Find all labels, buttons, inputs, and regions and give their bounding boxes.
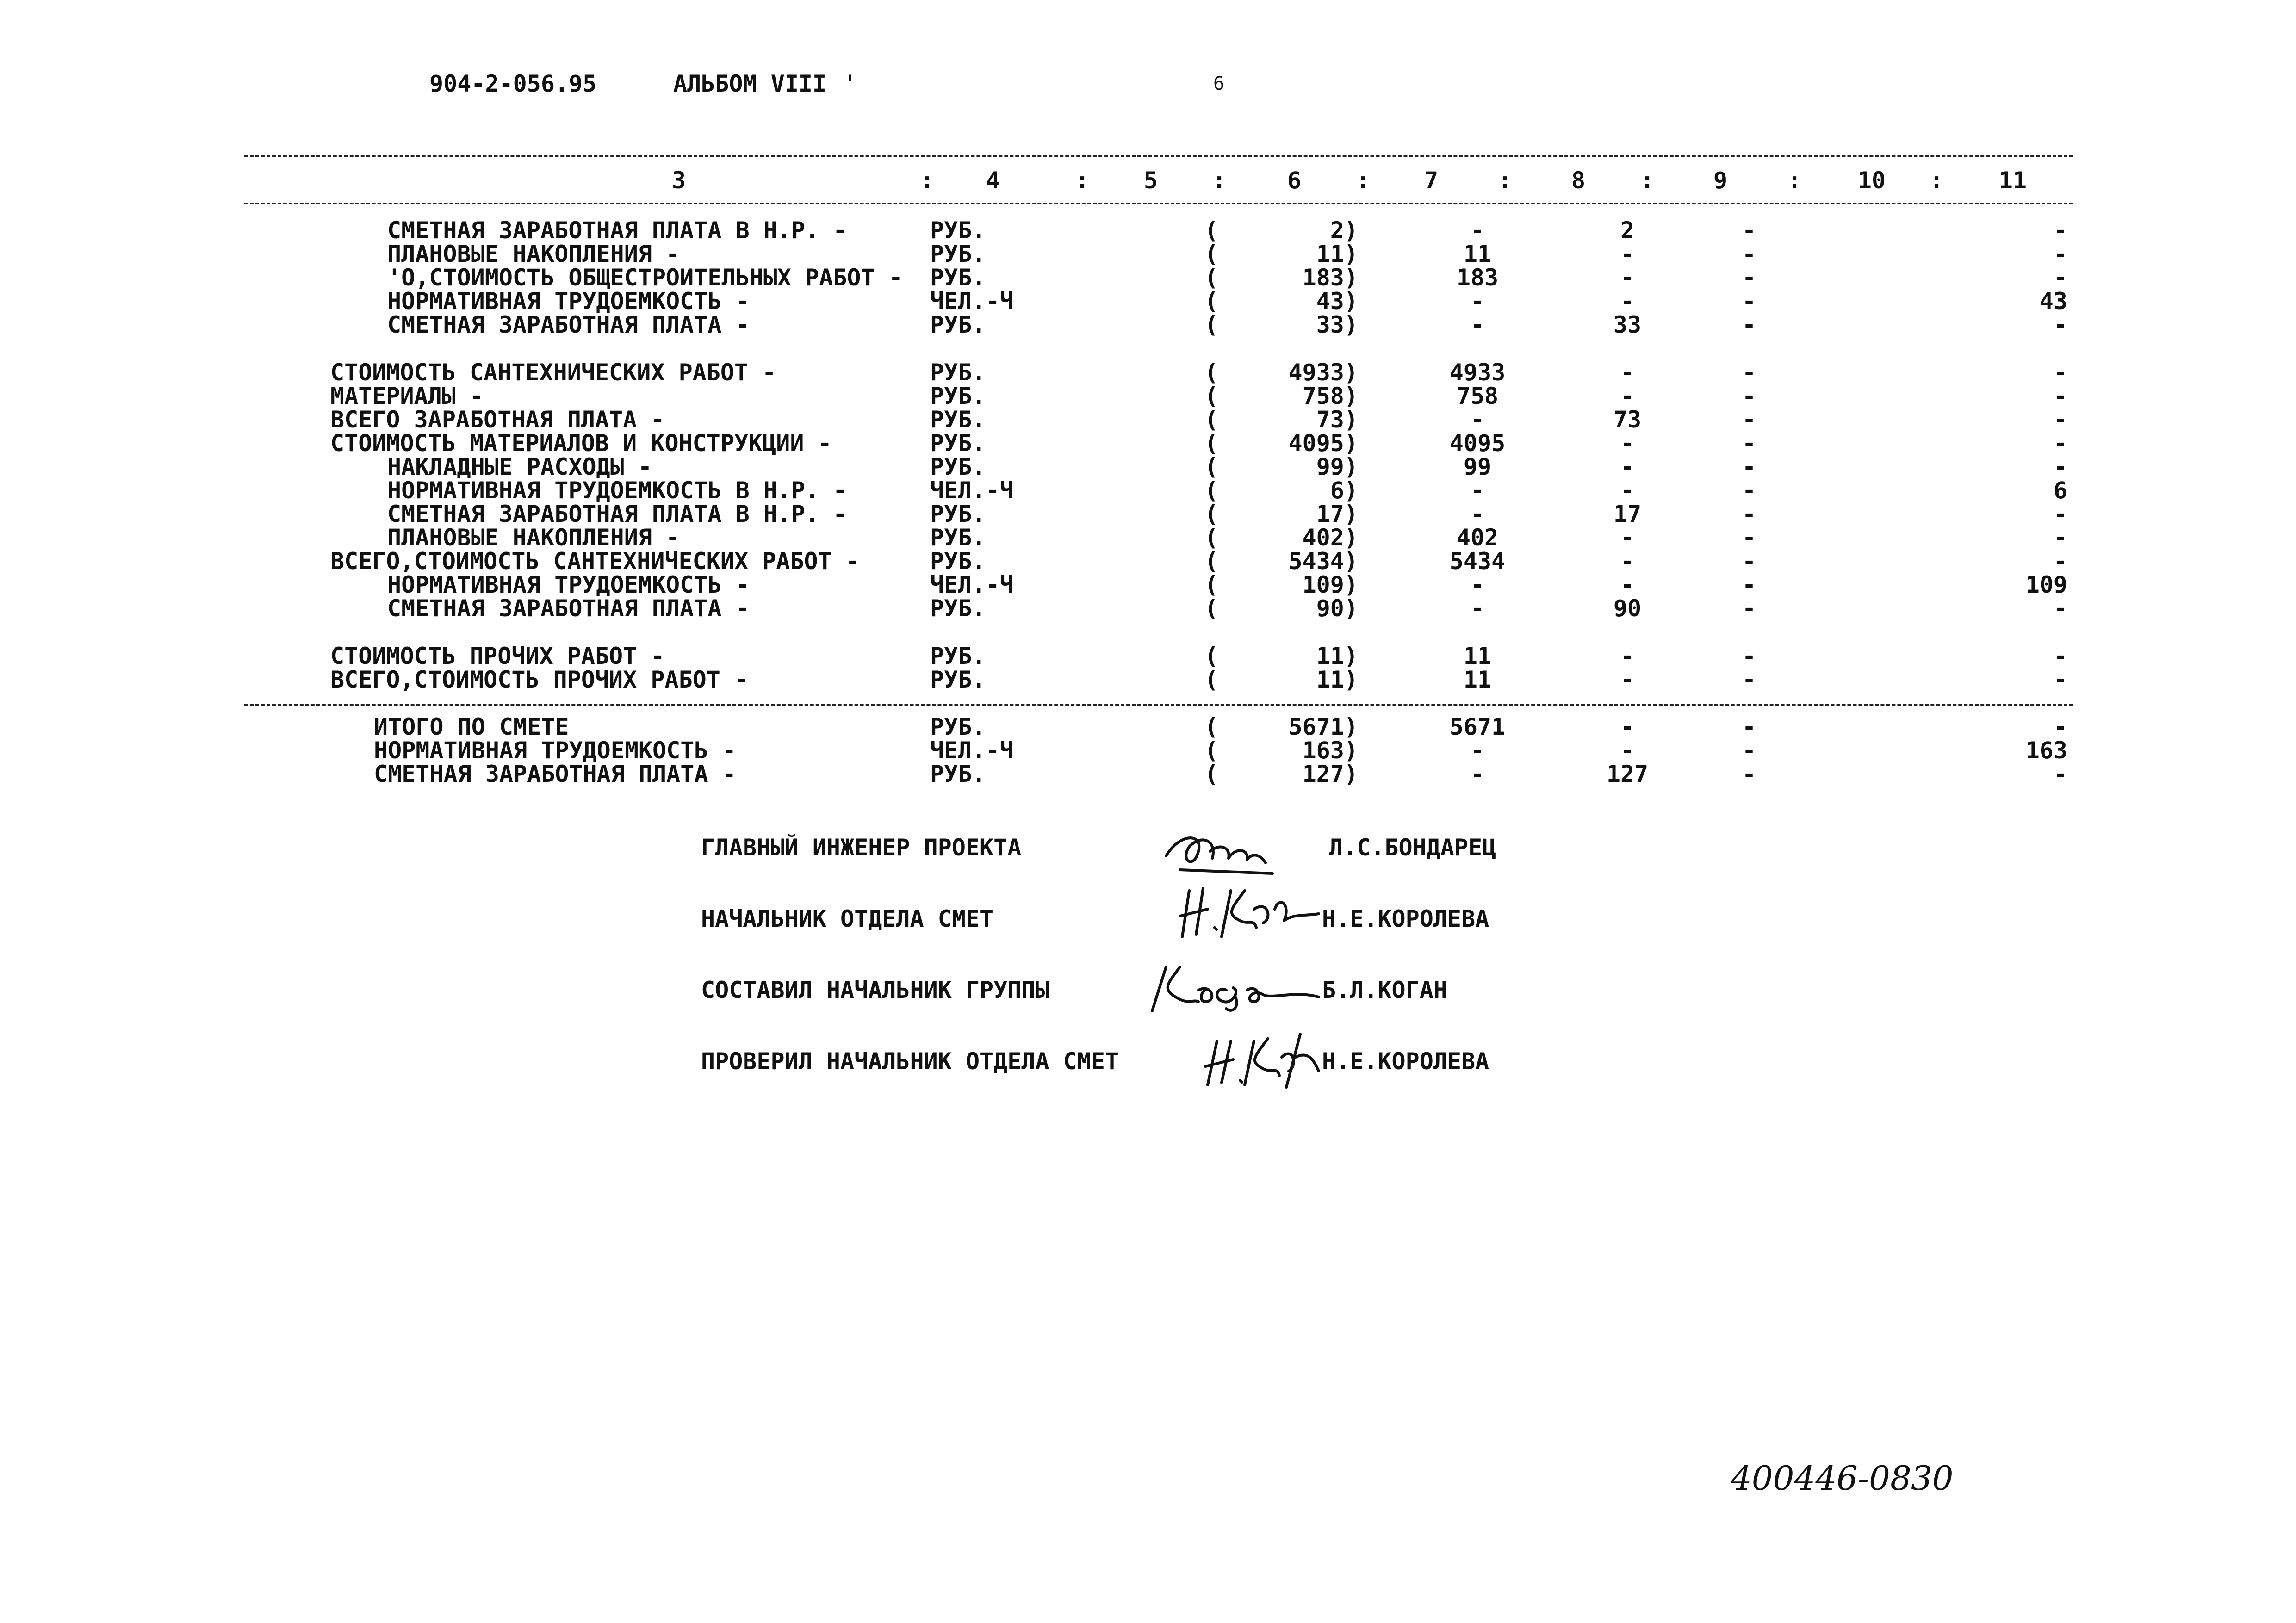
signature-koroleva-2	[1203, 1029, 1323, 1090]
value-cell-6: 73)	[1316, 406, 1358, 433]
value-cell-6: 127)	[1302, 761, 1358, 787]
value-cell-6: 183)	[1302, 264, 1358, 291]
value-cell-11: -	[2053, 524, 2067, 551]
paren-mark: (	[1204, 643, 1219, 669]
row-label: СМЕТНАЯ ЗАРАБОТНАЯ ПЛАТА -	[387, 311, 750, 338]
document-code: 904-2-056.95	[429, 70, 597, 97]
inventory-number: 400446-08	[1731, 1459, 1911, 1498]
value-cell-11: -	[2053, 241, 2067, 267]
column-header-9: 9	[1713, 167, 1728, 194]
paren-mark: (	[1204, 501, 1219, 527]
signature-kogan	[1148, 958, 1323, 1013]
value-cell-11: -	[2053, 643, 2067, 669]
paren-mark: (	[1204, 713, 1219, 740]
column-header-11: 11	[1998, 167, 2027, 194]
value-cell-6: 163)	[1302, 737, 1358, 764]
value-cell-11: -	[2053, 264, 2067, 291]
value-cell-6: 33)	[1316, 311, 1358, 338]
unit-cell: РУБ.	[930, 217, 986, 244]
value-cell-8: -	[1620, 264, 1635, 291]
column-separator: :	[1929, 167, 1944, 194]
value-cell-8: 33	[1613, 311, 1642, 338]
row-label: НОРМАТИВНАЯ ТРУДОЕМКОСТЬ -	[387, 571, 750, 598]
row-label: ИТОГО ПО СМЕТЕ	[374, 713, 569, 740]
unit-cell: РУБ.	[930, 501, 986, 527]
unit-cell: РУБ.	[930, 311, 986, 338]
paren-mark: (	[1204, 311, 1219, 338]
value-cell-11: -	[2053, 595, 2067, 622]
unit-cell: РУБ.	[930, 383, 986, 409]
value-cell-11: -	[2053, 217, 2067, 244]
value-cell-7: -	[1470, 571, 1485, 598]
value-cell-11: 109	[2025, 571, 2067, 598]
value-cell-7: -	[1470, 737, 1485, 764]
signatory-name: Л.С.БОНДАРЕЦ	[1329, 834, 1496, 861]
paren-mark: (	[1204, 217, 1219, 244]
column-header-4: 4	[986, 167, 1000, 194]
value-cell-11: -	[2053, 713, 2067, 740]
value-cell-8: -	[1620, 548, 1635, 575]
value-cell-7: 758	[1456, 383, 1499, 409]
page-number: 6	[1213, 73, 1225, 94]
value-cell-7: 402	[1456, 524, 1499, 551]
value-cell-11: -	[2053, 311, 2067, 338]
unit-cell: РУБ.	[930, 548, 986, 575]
paren-mark: (	[1204, 383, 1219, 409]
value-cell-9: -	[1742, 761, 1756, 787]
column-separator: :	[1497, 167, 1512, 194]
paren-mark: (	[1204, 241, 1219, 267]
value-cell-7: 5434	[1449, 548, 1506, 575]
value-cell-9: -	[1742, 217, 1756, 244]
value-cell-8: 127	[1606, 761, 1649, 787]
value-cell-8: 2	[1620, 217, 1635, 244]
paren-mark: (	[1204, 453, 1219, 480]
value-cell-9: -	[1742, 311, 1756, 338]
column-separator: :	[1212, 167, 1227, 194]
paren-mark: (	[1204, 595, 1219, 622]
value-cell-7: 11	[1463, 666, 1492, 693]
value-cell-6: 4933)	[1288, 359, 1358, 386]
unit-cell: РУБ.	[930, 453, 986, 480]
value-cell-9: -	[1742, 643, 1756, 669]
totals-rule	[244, 704, 2073, 706]
unit-cell: РУБ.	[930, 643, 986, 669]
column-header-6: 6	[1287, 167, 1302, 194]
signatory-name: Б.Л.КОГАН	[1322, 977, 1447, 1004]
sheet-number: 30	[1911, 1459, 1954, 1498]
value-cell-8: 90	[1613, 595, 1642, 622]
row-label: СМЕТНАЯ ЗАРАБОТНАЯ ПЛАТА В Н.Р. -	[387, 501, 847, 527]
value-cell-11: -	[2053, 666, 2067, 693]
paren-mark: (	[1204, 288, 1219, 315]
signature-title: СОСТАВИЛ НАЧАЛЬНИК ГРУППЫ	[701, 977, 1049, 1004]
paren-mark: (	[1204, 264, 1219, 291]
unit-cell: ЧЕЛ.-Ч	[930, 477, 1014, 504]
signature-koroleva-1	[1175, 877, 1328, 946]
unit-cell: РУБ.	[930, 241, 986, 267]
value-cell-7: -	[1470, 217, 1485, 244]
signature-bondarets	[1161, 824, 1282, 879]
value-cell-8: -	[1620, 666, 1635, 693]
value-cell-9: -	[1742, 241, 1756, 267]
value-cell-9: -	[1742, 713, 1756, 740]
album-title: АЛЬБОМ VIII	[673, 70, 827, 97]
value-cell-7: -	[1470, 288, 1485, 315]
column-separator: :	[1787, 167, 1802, 194]
value-cell-8: -	[1620, 453, 1635, 480]
value-cell-9: -	[1742, 383, 1756, 409]
value-cell-7: -	[1470, 406, 1485, 433]
unit-cell: РУБ.	[930, 761, 986, 787]
value-cell-7: -	[1470, 501, 1485, 527]
value-cell-9: -	[1742, 477, 1756, 504]
column-separator: :	[1356, 167, 1371, 194]
row-label: СМЕТНАЯ ЗАРАБОТНАЯ ПЛАТА В Н.Р. -	[387, 217, 847, 244]
value-cell-6: 90)	[1316, 595, 1358, 622]
signature-title: ПРОВЕРИЛ НАЧАЛЬНИК ОТДЕЛА СМЕТ	[701, 1048, 1119, 1075]
value-cell-6: 17)	[1316, 501, 1358, 527]
column-separator: :	[919, 167, 934, 194]
paren-mark: (	[1204, 406, 1219, 433]
row-label: НОРМАТИВНАЯ ТРУДОЕМКОСТЬ -	[387, 288, 750, 315]
paren-mark: (	[1204, 548, 1219, 575]
unit-cell: РУБ.	[930, 595, 986, 622]
column-separator: :	[1075, 167, 1090, 194]
row-label: ПЛАНОВЫЕ НАКОПЛЕНИЯ -	[387, 241, 680, 267]
paren-mark: (	[1204, 430, 1219, 457]
signatory-name: Н.Е.КОРОЛЕВА	[1322, 1048, 1489, 1075]
value-cell-11: -	[2053, 383, 2067, 409]
row-label: НАКЛАДНЫЕ РАСХОДЫ -	[387, 453, 652, 480]
unit-cell: РУБ.	[930, 264, 986, 291]
value-cell-7: -	[1470, 595, 1485, 622]
table-top-rule	[244, 155, 2073, 157]
paren-mark: (	[1204, 761, 1219, 787]
unit-cell: ЧЕЛ.-Ч	[930, 288, 1014, 315]
column-separator: :	[1640, 167, 1655, 194]
value-cell-7: 5671	[1449, 713, 1506, 740]
signature-title: НАЧАЛЬНИК ОТДЕЛА СМЕТ	[701, 905, 994, 932]
value-cell-9: -	[1742, 737, 1756, 764]
value-cell-7: 4933	[1449, 359, 1506, 386]
value-cell-8: -	[1620, 643, 1635, 669]
value-cell-11: 43	[2039, 288, 2067, 315]
value-cell-6: 11)	[1316, 643, 1358, 669]
signature-title: ГЛАВНЫЙ ИНЖЕНЕР ПРОЕКТА	[701, 834, 1022, 861]
value-cell-9: -	[1742, 524, 1756, 551]
unit-cell: РУБ.	[930, 524, 986, 551]
value-cell-6: 5671)	[1288, 713, 1358, 740]
value-cell-6: 99)	[1316, 453, 1358, 480]
value-cell-8: -	[1620, 524, 1635, 551]
value-cell-9: -	[1742, 666, 1756, 693]
value-cell-8: -	[1620, 477, 1635, 504]
value-cell-9: -	[1742, 571, 1756, 598]
unit-cell: РУБ.	[930, 430, 986, 457]
row-label: СМЕТНАЯ ЗАРАБОТНАЯ ПЛАТА -	[374, 761, 736, 787]
value-cell-11: -	[2053, 453, 2067, 480]
value-cell-8: -	[1620, 571, 1635, 598]
row-label: ВСЕГО ЗАРАБОТНАЯ ПЛАТА -	[330, 406, 665, 433]
value-cell-8: -	[1620, 288, 1635, 315]
unit-cell: РУБ.	[930, 713, 986, 740]
row-label: ВСЕГО,СТОИМОСТЬ САНТЕХНИЧЕСКИХ РАБОТ -	[330, 548, 860, 575]
column-header-5: 5	[1143, 167, 1158, 194]
row-label: СТОИМОСТЬ ПРОЧИХ РАБОТ -	[330, 643, 665, 669]
value-cell-6: 2)	[1330, 217, 1358, 244]
value-cell-6: 43)	[1316, 288, 1358, 315]
value-cell-7: 11	[1463, 241, 1492, 267]
value-cell-8: -	[1620, 241, 1635, 267]
value-cell-8: 73	[1613, 406, 1642, 433]
unit-cell: ЧЕЛ.-Ч	[930, 571, 1014, 598]
value-cell-11: -	[2053, 406, 2067, 433]
value-cell-11: -	[2053, 548, 2067, 575]
unit-cell: ЧЕЛ.-Ч	[930, 737, 1014, 764]
value-cell-7: 183	[1456, 264, 1499, 291]
row-label: СТОИМОСТЬ САНТЕХНИЧЕСКИХ РАБОТ -	[330, 359, 776, 386]
row-label: ПЛАНОВЫЕ НАКОПЛЕНИЯ -	[387, 524, 680, 551]
column-header-7: 7	[1424, 167, 1439, 194]
album-tick: '	[843, 70, 857, 97]
column-header-10: 10	[1857, 167, 1886, 194]
value-cell-9: -	[1742, 264, 1756, 291]
value-cell-9: -	[1742, 501, 1756, 527]
value-cell-6: 402)	[1302, 524, 1358, 551]
value-cell-7: 11	[1463, 643, 1492, 669]
value-cell-8: -	[1620, 383, 1635, 409]
column-header-8: 8	[1571, 167, 1586, 194]
row-label: ВСЕГО,СТОИМОСТЬ ПРОЧИХ РАБОТ -	[330, 666, 749, 693]
paren-mark: (	[1204, 737, 1219, 764]
paren-mark: (	[1204, 571, 1219, 598]
paren-mark: (	[1204, 477, 1219, 504]
value-cell-11: -	[2053, 761, 2067, 787]
value-cell-6: 758)	[1302, 383, 1358, 409]
value-cell-6: 4095)	[1288, 430, 1358, 457]
unit-cell: РУБ.	[930, 666, 986, 693]
row-label: МАТЕРИАЛЫ -	[330, 383, 484, 409]
value-cell-8: -	[1620, 430, 1635, 457]
value-cell-7: 99	[1463, 453, 1492, 480]
value-cell-7: 4095	[1449, 430, 1506, 457]
header-bottom-rule	[244, 203, 2073, 204]
value-cell-9: -	[1742, 406, 1756, 433]
row-label: НОРМАТИВНАЯ ТРУДОЕМКОСТЬ -	[374, 737, 736, 764]
value-cell-6: 5434)	[1288, 548, 1358, 575]
unit-cell: РУБ.	[930, 359, 986, 386]
value-cell-6: 11)	[1316, 241, 1358, 267]
value-cell-8: 17	[1613, 501, 1642, 527]
value-cell-11: 163	[2025, 737, 2067, 764]
value-cell-8: -	[1620, 737, 1635, 764]
row-label: НОРМАТИВНАЯ ТРУДОЕМКОСТЬ В Н.Р. -	[387, 477, 847, 504]
value-cell-9: -	[1742, 430, 1756, 457]
value-cell-9: -	[1742, 595, 1756, 622]
value-cell-9: -	[1742, 453, 1756, 480]
value-cell-6: 11)	[1316, 666, 1358, 693]
value-cell-7: -	[1470, 477, 1485, 504]
row-label: СМЕТНАЯ ЗАРАБОТНАЯ ПЛАТА -	[387, 595, 750, 622]
value-cell-7: -	[1470, 761, 1485, 787]
value-cell-11: -	[2053, 359, 2067, 386]
value-cell-8: -	[1620, 359, 1635, 386]
value-cell-6: 6)	[1330, 477, 1358, 504]
value-cell-11: 6	[2053, 477, 2067, 504]
row-label: 'О,СТОИМОСТЬ ОБЩЕСТРОИТЕЛЬНЫХ РАБОТ -	[387, 264, 903, 291]
paren-mark: (	[1204, 524, 1219, 551]
column-header-3: 3	[671, 167, 686, 194]
value-cell-7: -	[1470, 311, 1485, 338]
value-cell-11: -	[2053, 430, 2067, 457]
paren-mark: (	[1204, 359, 1219, 386]
paren-mark: (	[1204, 666, 1219, 693]
row-label: СТОИМОСТЬ МАТЕРИАЛОВ И КОНСТРУКЦИИ -	[330, 430, 832, 457]
signatory-name: Н.Е.КОРОЛЕВА	[1322, 905, 1489, 932]
value-cell-9: -	[1742, 359, 1756, 386]
value-cell-9: -	[1742, 288, 1756, 315]
value-cell-9: -	[1742, 548, 1756, 575]
unit-cell: РУБ.	[930, 406, 986, 433]
value-cell-11: -	[2053, 501, 2067, 527]
value-cell-8: -	[1620, 713, 1635, 740]
value-cell-6: 109)	[1302, 571, 1358, 598]
